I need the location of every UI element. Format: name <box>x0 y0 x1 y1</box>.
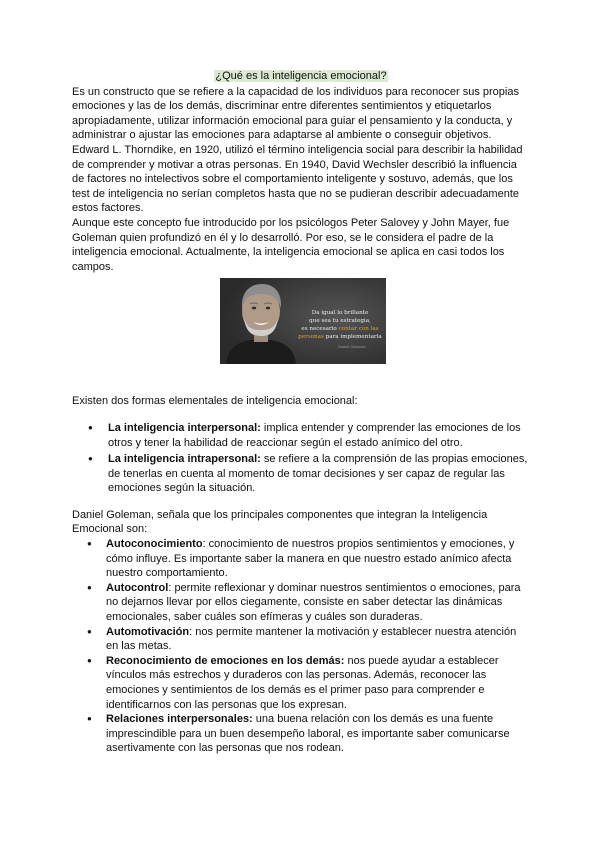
list-item <box>72 654 530 712</box>
components-list <box>72 537 530 756</box>
goleman-quote-image <box>220 278 386 364</box>
list-item-desc: nos puede ayudar a establecer vínculos más estrechos y duraderos con las personas. Además, reconocer las emociones y sentimientos de los demás es el primer paso para comprender e identificarnos con las personas que los expresan. <box>106 654 499 711</box>
list-item-term: Relaciones interpersonales: <box>106 713 253 726</box>
title-highlight: ¿Qué es la inteligencia emocional? <box>215 70 387 82</box>
list-item <box>72 625 530 654</box>
list-item-term: La inteligencia intrapersonal: <box>108 453 261 466</box>
list-item-desc: una buena relación con los demás es una fuente imprescindible para un buen desempeño laboral, es importante saber comunicarse asertivamente con las personas que nos rodean. <box>106 713 510 755</box>
quote-line-4 <box>298 334 382 340</box>
paragraph-definition: Es un constructo que se refiere a la capacidad de los individuos para reconocer sus propias emociones y las de los demás, discriminar entre diferentes sentimientos y etiquetarlos apropiadamente, utilizar información emocional para guiar el pensamiento y la conducta, y administrar o ajustar las emociones para adaptarse al ambiente o conseguir objetivos. <box>72 85 519 142</box>
quote-line-4-b: para implementarla <box>325 334 382 341</box>
quote-line-2: que sea tu estrategia, <box>309 318 371 325</box>
list-item <box>72 537 530 581</box>
components-intro: Daniel Goleman, señala que los principales componentes que integran la Inteligencia Emocional son: <box>72 508 488 536</box>
quote-line-1: Da igual lo brillante <box>311 310 369 317</box>
list-item <box>72 581 530 625</box>
quote-line-3-a: es necesario <box>301 326 337 333</box>
list-item-desc: se refiere a la comprensión de las propias emociones, de tenerlas en cuenta al momento de tomar decisiones y ser capaz de regular las emociones según la situación. <box>108 453 528 495</box>
quote-line-3 <box>301 326 378 332</box>
quote-author: Daniel Goleman <box>338 345 366 350</box>
list-item-term: Reconocimiento de emociones en los demás: <box>106 654 345 667</box>
paragraph-goleman: Aunque este concepto fue introducido por los psicólogos Peter Salovey y John Mayer, fue Goleman quien profundizó en él y lo desarrolló. Por eso, se le considera el padre de la inteligencia emocional. Actualmente, la inteligencia emocional se aplica en casi todos los campos. <box>72 216 510 273</box>
document-title <box>72 69 530 84</box>
document-page <box>72 69 530 756</box>
list-item-desc: : conocimiento de nuestros propios sentimientos y emociones, y cómo influye. Es importante saber la manera en que nuestro estado anímico afecta nuestro comportamiento. <box>106 538 515 580</box>
forms-intro: Existen dos formas elementales de inteligencia emocional: <box>72 395 358 408</box>
list-item <box>72 452 530 496</box>
paragraph-history: Edward L. Thorndike, en 1920, utilizó el término inteligencia social para describir la habilidad de comprender y motivar a otras personas. En 1940, David Wechsler describió la influencia de factores no intelectivos sobre el comportamiento inteligente y sostuvo, además, que los test de inteligencia no serían completos hasta que no se pudieran describir adecuadamente estos factores. <box>72 143 523 215</box>
list-item <box>72 421 530 450</box>
list-item-term: Autocontrol <box>106 581 169 594</box>
list-item-term: Autoconocimiento <box>106 538 203 551</box>
list-item-term: Automotivación <box>106 625 190 638</box>
list-item <box>72 712 530 756</box>
list-item-term: La inteligencia interpersonal: <box>108 421 261 434</box>
list-item-desc: : nos permite mantener la motivación y establecer nuestra atención en las metas. <box>106 625 517 653</box>
list-item-desc: implica entender y comprender las emociones de los otros y tener la habilidad de reaccionar según el estado anímico del otro. <box>108 421 521 449</box>
list-item-desc: : permite reflexionar y dominar nuestros sentimientos o emociones, para no dejarnos llevar por ellos ciegamente, consiste en saber detectar las dinámicas emocionales, saber cuáles son efímeras y cuáles son duraderas. <box>106 581 521 624</box>
quote-line-4-a: personas <box>298 334 324 341</box>
forms-list <box>72 421 530 496</box>
quote-line-3-b: contar con las <box>338 326 379 333</box>
